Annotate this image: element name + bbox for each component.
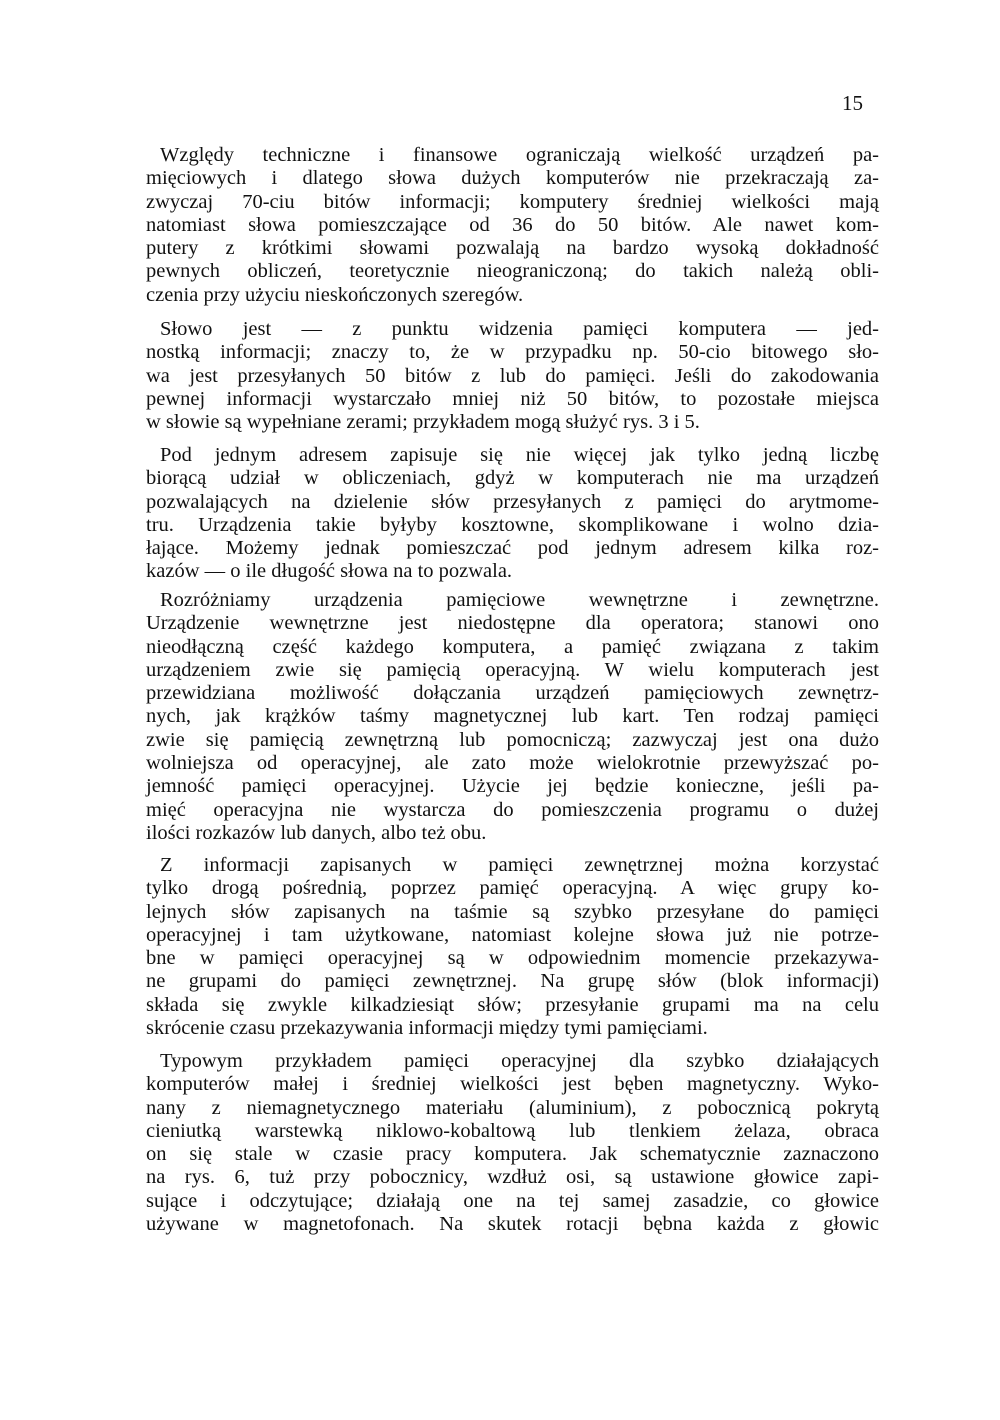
text-line: czenia przy użyciu nieskończonych szeregów. xyxy=(146,283,524,306)
text-line: natomiast słowa pomieszczające od 36 do 50 bitów. Ale nawet kom- xyxy=(146,213,879,236)
text-line: tru. Urządzenia takie byłyby kosztowne, skomplikowane i wolno dzia- xyxy=(146,513,879,536)
text-line: biorącą udział w obliczeniach, gdyż w komputerach nie ma urządzeń xyxy=(146,467,879,490)
paragraph-2 xyxy=(146,318,879,434)
text-line: komputerów małej i średniej wielkości jest bęben magnetyczny. Wyko- xyxy=(146,1073,879,1096)
paragraph-1 xyxy=(146,144,879,307)
text-line: pozwalających na dzielenie słów przesyłanych z pamięci do arytmome- xyxy=(146,490,879,513)
text-line: operacyjnej i tam użytkowane, natomiast kolejne słowa już nie potrze- xyxy=(146,923,879,946)
text-line: pewnej informacji wystarczało mniej niż 50 bitów, to pozostałe miejsca xyxy=(146,387,879,410)
text-line: tylko drogą pośrednią, poprzez pamięć operacyjną. A więc grupy ko- xyxy=(146,877,879,900)
text-line: łające. Możemy jednak pomieszczać pod jednym adresem kilka roz- xyxy=(146,537,879,560)
text-line: Urządzenie wewnętrzne jest niedostępne dla operatora; stanowi ono xyxy=(146,612,879,635)
text-line: urządzeniem zwie się pamięcią operacyjną. W wielu komputerach jest xyxy=(146,658,879,681)
text-line: pewnych obliczeń, teoretycznie nieograniczoną; do takich należą obli- xyxy=(146,260,879,283)
text-line: składa się zwykle kilkadziesiąt słów; przesyłanie grupami ma na celu xyxy=(146,993,879,1016)
text-line: Typowym przykładem pamięci operacyjnej dla szybko działających xyxy=(160,1050,879,1072)
text-line: nieodłączną część każdego komputera, a pamięć związana z takim xyxy=(146,635,879,658)
paragraph-5 xyxy=(146,854,879,1040)
text-line: ne grupami do pamięci zewnętrznej. Na grupę słów (blok informacji) xyxy=(146,970,879,993)
text-line: nych, jak krążków taśmy magnetycznej lub kart. Ten rodzaj pamięci xyxy=(146,705,879,728)
text-line: sujące i odczytujące; działają one na tej samej zasadzie, co głowice xyxy=(146,1189,879,1212)
text-line: wolniejsza od operacyjnej, ale zato może wielokrotnie przewyższać po- xyxy=(146,752,879,775)
text-line: używane w magnetofonach. Na skutek rotacji bębna każda z głowic xyxy=(146,1213,879,1236)
text-line: bne w pamięci operacyjnej są w odpowiednim momencie przekazywa- xyxy=(146,947,879,970)
text-line: Rozróżniamy urządzenia pamięciowe wewnętrzne i zewnętrzne. xyxy=(160,589,879,611)
text-line: skrócenie czasu przekazywania informacji między tymi pamięciami. xyxy=(146,1017,708,1040)
text-line: mięciowych i dlatego słowa dużych komputerów nie przekraczają za- xyxy=(146,167,879,190)
text-line: Względy techniczne i finansowe ograniczają wielkość urządzeń pa- xyxy=(160,144,879,166)
text-line: nany z niemagnetycznego materiału (aluminium), z pobocznicą pokrytą xyxy=(146,1096,879,1119)
text-line: on się stale w czasie pracy komputera. Jak schematycznie zaznaczono xyxy=(146,1143,879,1166)
text-line: cieniutką warstewką niklowo-kobaltową lub tlenkiem żelaza, obraca xyxy=(146,1119,879,1142)
text-line: zwyczaj 70-ciu bitów informacji; komputery średniej wielkości mają xyxy=(146,190,879,213)
text-line: Pod jednym adresem zapisuje się nie więcej jak tylko jedną liczbę xyxy=(160,444,879,466)
text-line: putery z krótkimi słowami pozwalają na bardzo wysoką dokładność xyxy=(146,237,879,260)
text-line: nostką informacji; znaczy to, że w przypadku np. 50-cio bitowego sło- xyxy=(146,341,879,364)
paragraph-3 xyxy=(146,444,879,584)
text-line: zwie się pamięcią zewnętrzną lub pomocniczą; zazwyczaj jest ona dużo xyxy=(146,728,879,751)
text-line: Słowo jest — z punktu widzenia pamięci komputera — jed- xyxy=(160,318,879,340)
text-line: lejnych słów zapisanych na taśmie są szybko przesyłane do pamięci xyxy=(146,900,879,923)
text-line: przewidziana możliwość dołączania urządzeń pamięciowych zewnętrz- xyxy=(146,682,879,705)
text-line: kazów — o ile długość słowa na to pozwala. xyxy=(146,560,513,583)
text-line: wa jest przesyłanych 50 bitów z lub do pamięci. Jeśli do zakodowania xyxy=(146,364,879,387)
text-line: na rys. 6, tuż przy pobocznicy, wzdłuż osi, są ustawione głowice zapi- xyxy=(146,1166,879,1189)
paragraph-4 xyxy=(146,589,879,845)
text-line: ilości rozkazów lub danych, albo też obu. xyxy=(146,821,487,844)
paragraph-6 xyxy=(146,1050,879,1236)
page-number: 15 xyxy=(842,91,863,115)
text-line: w słowie są wypełniane zerami; przykładem mogą służyć rys. 3 i 5. xyxy=(146,411,700,434)
text-line: jemność pamięci operacyjnej. Użycie jej będzie konieczne, jeśli pa- xyxy=(146,775,879,798)
text-line: Z informacji zapisanych w pamięci zewnętrznej można korzystać xyxy=(160,854,879,876)
text-line: mięć operacyjna nie wystarcza do pomieszczenia programu o dużej xyxy=(146,798,879,821)
